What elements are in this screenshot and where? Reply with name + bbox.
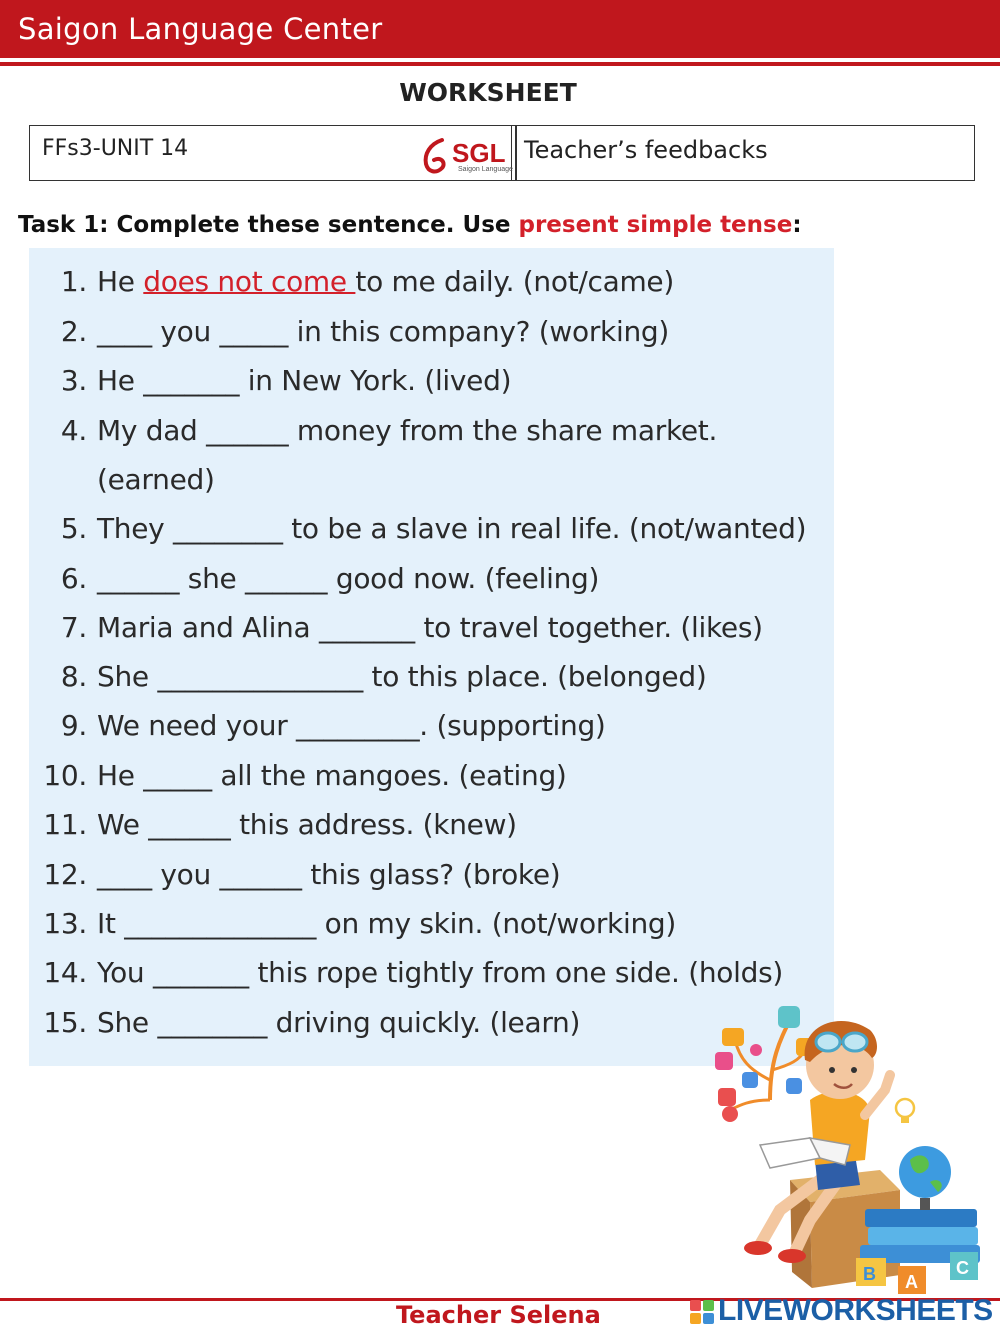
- exercise-text: ______ she ______ good now. (feeling): [97, 562, 600, 595]
- exercise-number: 12.: [43, 858, 87, 891]
- globe-icon: [899, 1146, 951, 1210]
- task-highlight: present simple tense: [518, 212, 793, 238]
- sgl-logo-text: SGL: [452, 138, 506, 168]
- exercise-number: 13.: [43, 907, 87, 940]
- exercise-number: 7.: [60, 611, 87, 644]
- exercise-text: You _______ this rope tightly from one side. (holds): [97, 956, 783, 989]
- exercise-text: She _______________ to this place. (belonged): [97, 660, 707, 693]
- exercise-text-after: to me daily. (not/came): [355, 265, 674, 298]
- exercise-text: It ______________ on my skin. (not/working): [97, 907, 676, 940]
- exercise-number: 14.: [43, 956, 87, 989]
- exercise-number: 3.: [60, 364, 87, 397]
- exercise-text: He _______ in New York. (lived): [97, 364, 512, 397]
- exercise-text: (earned): [97, 463, 215, 496]
- exercise-number: 8.: [60, 660, 87, 693]
- exercise-text: We need your _________. (supporting): [97, 709, 606, 742]
- lightbulb-icon: [896, 1099, 914, 1123]
- svg-text:B: B: [863, 1264, 876, 1284]
- exercise-text: He _____ all the mangoes. (eating): [97, 759, 567, 792]
- sgl-logo: [420, 134, 512, 178]
- exercise-text: My dad ______ money from the share market.: [97, 414, 718, 447]
- exercise-text: ____ you ______ this glass? (broke): [97, 858, 561, 891]
- teacher-feedback-label: Teacher’s feedbacks: [524, 136, 768, 164]
- task-suffix: :: [792, 212, 802, 238]
- cell-divider: [515, 126, 517, 180]
- exercise-number: 1.: [60, 265, 87, 298]
- exercise-box: [29, 248, 834, 1066]
- task-prefix: Task 1: Complete these sentence. Use: [18, 212, 519, 238]
- exercise-number: 9.: [60, 709, 87, 742]
- exercise-text-before: He: [97, 265, 144, 298]
- exercise-number: 10.: [43, 759, 87, 792]
- example-answer: does not come: [143, 265, 356, 298]
- info-table: [29, 125, 975, 181]
- exercise-text: Maria and Alina _______ to travel together. (likes): [97, 611, 763, 644]
- header-bar: [0, 0, 1000, 58]
- exercise-number: 11.: [43, 808, 87, 841]
- worksheet-title: WORKSHEET: [399, 78, 577, 107]
- exercise-text: ____ you _____ in this company? (working): [97, 315, 669, 348]
- unit-cell: [30, 126, 512, 180]
- liveworksheets-brand[interactable]: [690, 1294, 1000, 1333]
- exercise-number: 15.: [43, 1006, 87, 1039]
- liveworksheets-logo-icon: [690, 1300, 716, 1326]
- exercise-number: 4.: [60, 414, 87, 447]
- exercise-text: [97, 261, 674, 303]
- exercise-number: 5.: [60, 512, 87, 545]
- exercise-text: She ________ driving quickly. (learn): [97, 1006, 581, 1039]
- header-title: Saigon Language Center: [18, 12, 383, 46]
- exercise-text: They ________ to be a slave in real life. (not/wanted): [97, 512, 807, 545]
- liveworksheets-text: LIVEWORKSHEETS: [718, 1294, 993, 1327]
- sgl-logo-subtext: Saigon Language: [458, 166, 513, 173]
- header-divider: [0, 62, 1000, 66]
- svg-text:A: A: [905, 1272, 918, 1292]
- task-title: [18, 212, 802, 238]
- exercise-text: We ______ this address. (knew): [97, 808, 517, 841]
- exercise-number: 6.: [60, 562, 87, 595]
- sgl-swoosh-icon: [420, 136, 454, 178]
- boy-reading-illustration: [700, 990, 1000, 1300]
- exercise-number: 2.: [60, 315, 87, 348]
- svg-text:C: C: [956, 1258, 969, 1278]
- idea-icons: [715, 1006, 814, 1122]
- unit-label: FFs3-UNIT 14: [42, 136, 189, 161]
- footer-teacher-name: Teacher Selena: [396, 1301, 601, 1329]
